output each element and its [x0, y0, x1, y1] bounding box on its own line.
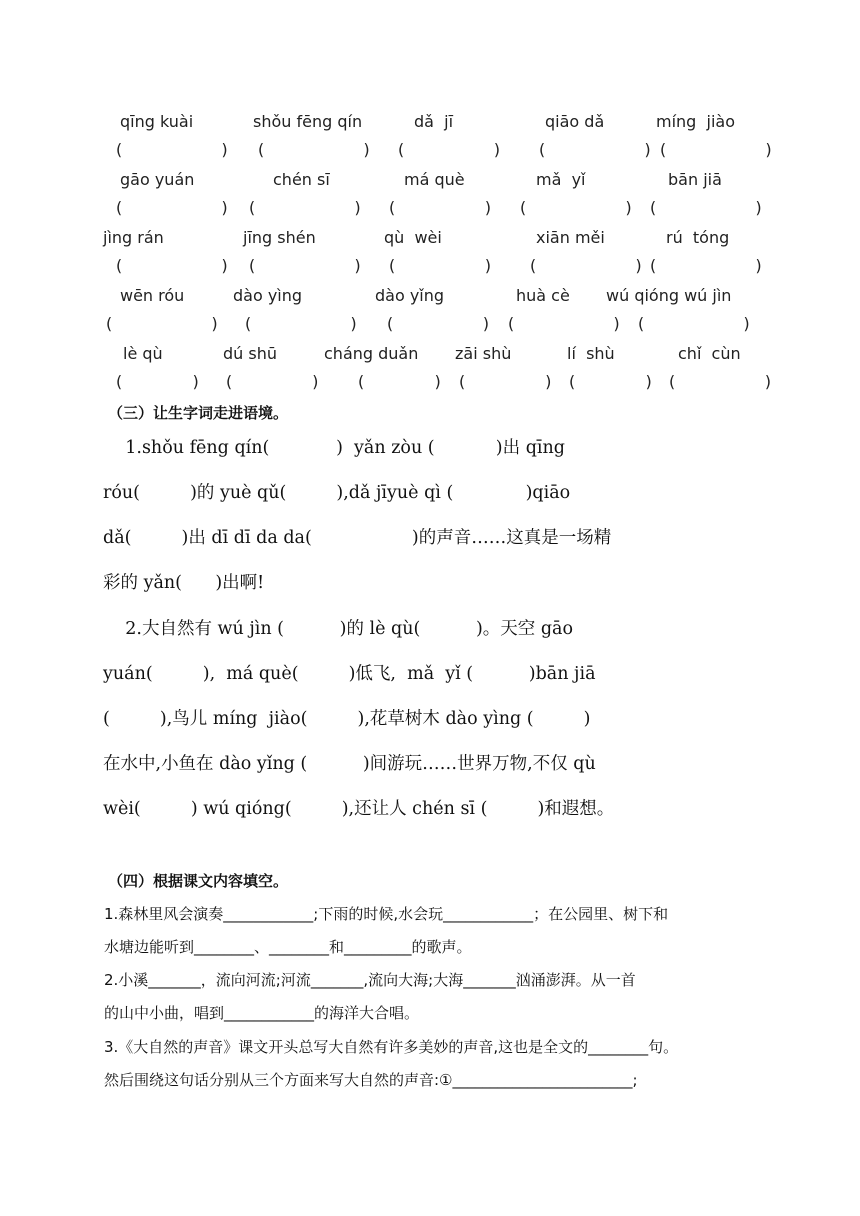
- pinyin-word: wú qióng wú jìn: [606, 286, 732, 305]
- answer-blank[interactable]: ( ): [537, 140, 653, 159]
- section-3-line: yuán( ), má què( )低飞, mǎ yǐ ( )bān jiā: [103, 664, 596, 684]
- pinyin-word: qù wèi: [384, 228, 442, 247]
- answer-blank[interactable]: ( ): [247, 256, 363, 275]
- answer-blank[interactable]: ( ): [114, 198, 230, 217]
- pinyin-word: jīng shén: [243, 228, 316, 247]
- pinyin-word: xiān měi: [536, 228, 605, 247]
- pinyin-word: má què: [404, 170, 465, 189]
- pinyin-word: cháng duǎn: [324, 344, 419, 363]
- section-3-line: 彩的 yǎn( )出啊!: [103, 573, 265, 593]
- section-3-line: dǎ( )出 dī dī da da( )的声音……这真是一场精: [103, 528, 612, 548]
- pinyin-word: lí shù: [567, 344, 615, 363]
- section-3-line: wèi( ) wú qióng( ),还让人 chén sī ( )和遐想。: [103, 799, 615, 819]
- answer-blank[interactable]: ( ): [528, 256, 644, 275]
- answer-blank[interactable]: ( ): [648, 198, 764, 217]
- pinyin-word: rú tóng: [666, 228, 730, 247]
- pinyin-word: huà cè: [516, 286, 570, 305]
- section-3-line: 2.大自然有 wú jìn ( )的 lè qù( )。天空 gāo: [103, 619, 574, 639]
- pinyin-word: lè qù: [123, 344, 163, 363]
- answer-blank[interactable]: ( ): [567, 372, 654, 391]
- pinyin-word: bān jiā: [668, 170, 722, 189]
- section-3-line: 在水中,小鱼在 dào yǐng ( )间游玩……世界万物,不仅 qù: [103, 754, 596, 774]
- section-3-line: 1.shǒu fēng qín( ) yǎn zòu ( )出 qīng: [103, 438, 565, 458]
- answer-blank[interactable]: ( ): [247, 198, 363, 217]
- section-4-line: 1.森林里风会演奏____________;下雨的时候,水会玩____________；在公园里、树下和: [104, 905, 669, 923]
- pinyin-word: jìng rán: [103, 228, 164, 247]
- section-3-title: （三）让生字词走进语境。: [108, 404, 289, 422]
- answer-blank[interactable]: ( ): [356, 372, 443, 391]
- pinyin-word: qīng kuài: [120, 112, 194, 131]
- answer-blank[interactable]: ( ): [506, 314, 622, 333]
- pinyin-word: chén sī: [273, 170, 330, 189]
- section-3-line: róu( )的 yuè qǔ( ),dǎ jīyuè qì ( )qiāo: [103, 483, 571, 503]
- answer-blank[interactable]: ( ): [518, 198, 634, 217]
- answer-blank[interactable]: ( ): [385, 314, 491, 333]
- section-4-line: 水塘边能听到________、________和_________的歌声。: [104, 938, 472, 956]
- answer-blank[interactable]: ( ): [658, 140, 774, 159]
- pinyin-word: chǐ cùn: [678, 344, 741, 363]
- pinyin-word: qiāo dǎ: [545, 112, 605, 131]
- section-4-line: 的山中小曲，唱到____________的海洋大合唱。: [104, 1004, 420, 1022]
- answer-blank[interactable]: ( ): [256, 140, 372, 159]
- pinyin-word: shǒu fēng qín: [253, 112, 363, 131]
- section-3-line: ( ),鸟儿 míng jiào( ),花草树木 dào yìng ( ): [103, 709, 591, 729]
- section-4-line: 3.《大自然的声音》课文开头总写大自然有许多美妙的声音,这也是全文的________句。: [104, 1038, 679, 1056]
- answer-blank[interactable]: ( ): [104, 314, 220, 333]
- answer-blank[interactable]: ( ): [387, 256, 493, 275]
- answer-blank[interactable]: ( ): [667, 372, 773, 391]
- pinyin-word: wēn róu: [120, 286, 185, 305]
- answer-blank[interactable]: ( ): [114, 140, 230, 159]
- answer-blank[interactable]: ( ): [457, 372, 554, 391]
- answer-blank[interactable]: ( ): [224, 372, 321, 391]
- pinyin-word: dú shū: [223, 344, 277, 363]
- section-4-line: 然后围绕这句话分别从三个方面来写大自然的声音:①________________________;: [104, 1071, 638, 1089]
- pinyin-word: dào yìng: [233, 286, 303, 305]
- pinyin-word: dào yǐng: [375, 286, 445, 305]
- answer-blank[interactable]: ( ): [387, 198, 493, 217]
- pinyin-word: dǎ jī: [414, 112, 454, 131]
- answer-blank[interactable]: ( ): [636, 314, 752, 333]
- answer-blank[interactable]: ( ): [648, 256, 764, 275]
- answer-blank[interactable]: ( ): [243, 314, 359, 333]
- pinyin-word: gāo yuán: [120, 170, 195, 189]
- section-4-line: 2.小溪_______，流向河流;河流_______,流向大海;大海_______汹涌澎湃。从一首: [104, 971, 636, 989]
- answer-blank[interactable]: ( ): [114, 256, 230, 275]
- answer-blank[interactable]: ( ): [114, 372, 201, 391]
- pinyin-word: míng jiào: [656, 112, 735, 131]
- section-4-title: （四）根据课文内容填空。: [108, 872, 289, 890]
- pinyin-word: zāi shù: [455, 344, 512, 363]
- pinyin-word: mǎ yǐ: [536, 170, 586, 189]
- answer-blank[interactable]: ( ): [396, 140, 502, 159]
